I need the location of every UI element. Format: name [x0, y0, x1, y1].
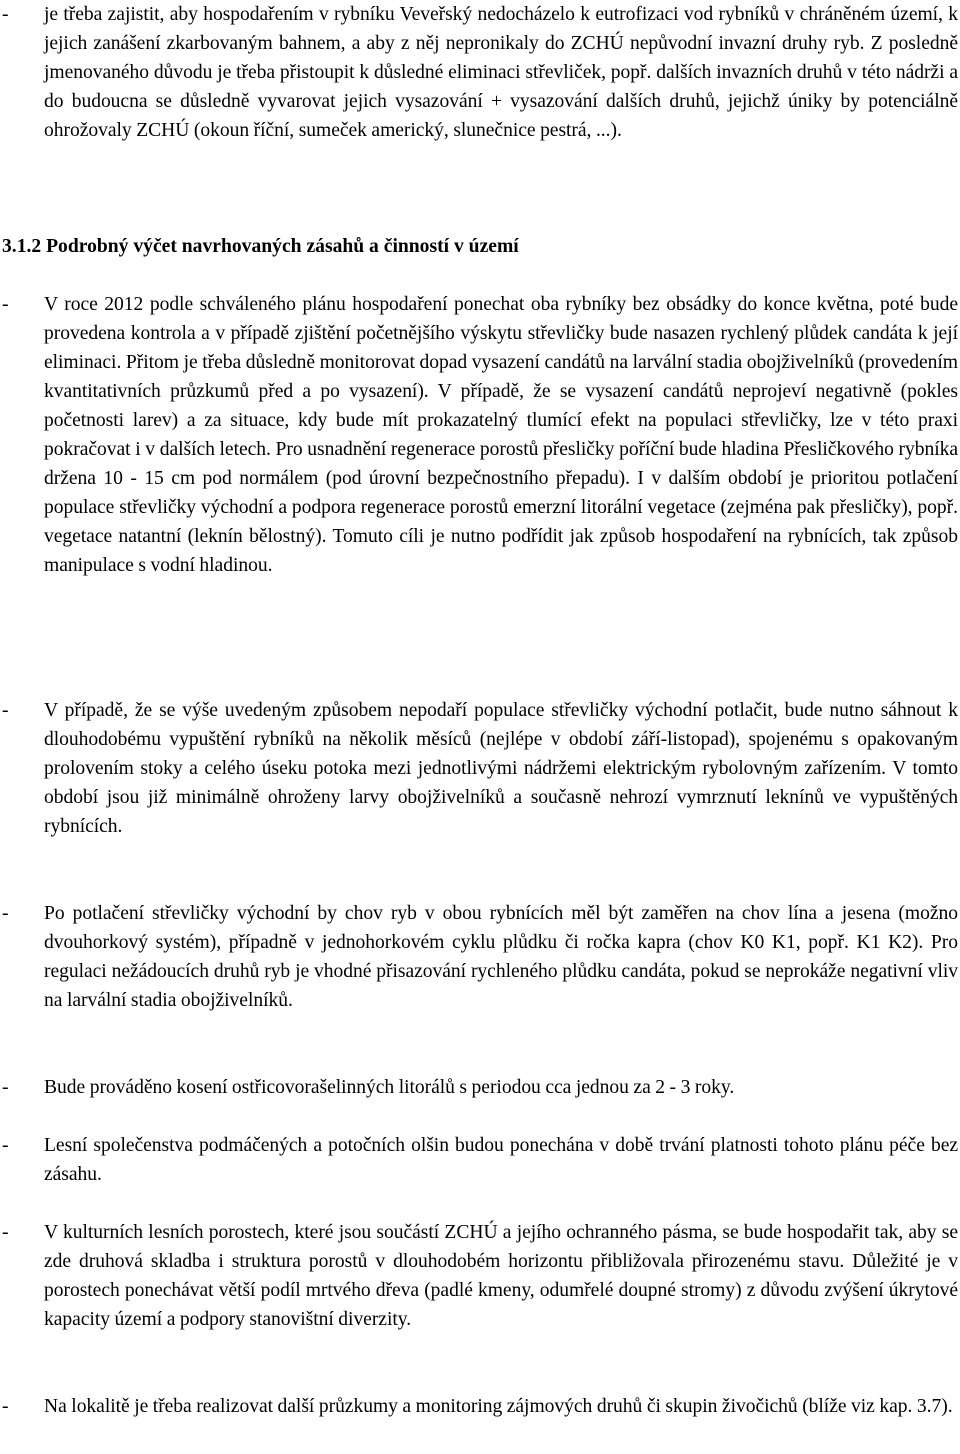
bullet-marker: -: [2, 1135, 9, 1156]
bullet-paragraph-pruzkumy: [0, 1392, 958, 1421]
paragraph-text: V kulturních lesních porostech, které jsou součástí ZCHÚ a jejího ochranného pásma, se bude hospodařit tak, aby se zde druhová skladba i struktura porostů v dlouhodobém horizontu přibližovala přirozenému stavu. Důležité je v porostech ponechávat větší podíl mrtvého dřeva (padlé kmeny, odumřelé doupné stromy) z důvodu zvýšení úkrytové kapacity území a podpory stanovištní diverzity.: [44, 1222, 958, 1330]
bullet-paragraph-koseni: [0, 1073, 958, 1102]
paragraph-text: Po potlačení střevličky východní by chov ryb v obou rybnících měl být zaměřen na chov lína a jesena (možno dvouhorkový systém), případně v jednohorkovém cyklu plůdku či ročka kapra (chov K0 K1, popř. K1 K2). Pro regulaci nežádoucích druhů ryb je vhodné přisazování rychleného plůdku candáta, pokud se neprokáže negativní vliv na larvální stadia obojživelníků.: [44, 903, 958, 1011]
paragraph-text: V roce 2012 podle schváleného plánu hospodaření ponechat oba rybníky bez obsádky do konce května, poté bude provedena kontrola a v případě zjištění početnějšího výskytu střevličky bude nasazen rychlený plůdek candáta k její eliminaci. Přitom je třeba důsledně monitorovat dopad vysazení candátů na larvální stadia obojživelníků (provedením kvantitativních průzkumů před a po vysazení). V případě, že se vysazení candátů neprojeví negativně (pokles početnosti larev) a za situace, kdy bude mít prokazatelný tlumící efekt na populaci střevličky, lze v této praxi pokračovat i v dalších letech. Pro usnadnění regenerace porostů přesličky poříční bude hladina Přesličkového rybníka držena 10 - 15 cm pod normálem (pod úrovní bezpečnostního přepadu). I v dalším období je prioritou potlačení populace střevličky východní a podpora regenerace porostů emerzní litorální vegetace (zejména pak přesličky), popř. vegetace natantní (leknín bělostný). Tomuto cíli je nutno podřídit jak způsob hospodaření na rybnících, tak způsob manipulace s vodní hladinou.: [44, 294, 958, 576]
bullet-marker: -: [2, 294, 9, 315]
bullet-paragraph-chov-ryb: [0, 899, 958, 1015]
paragraph-text: Bude prováděno kosení ostřicovorašelinných litorálů s periodou cca jednou za 2 - 3 roky.: [44, 1077, 735, 1098]
bullet-marker: -: [2, 1077, 9, 1098]
paragraph-text: Na lokalitě je třeba realizovat další průzkumy a monitoring zájmových druhů či skupin živočichů (blíže viz kap. 3.7).: [44, 1396, 953, 1417]
bullet-paragraph-lesni-porosty: [0, 1218, 958, 1334]
paragraph-text: V případě, že se výše uvedeným způsobem nepodaří populace střevličky východní potlačit, bude nutno sáhnout k dlouhodobému vypuštění rybníků na několik měsíců (nejlépe v období září-listopad), spojenému s opakovaným prolovením stoky a celého úseku potoka mezi jednotlivými nádržemi elektrickým rybolovným zařízením. V tomto období jsou již minimálně ohroženy larvy obojživelníků a současně nehrozí vymrznutí leknínů ve vypuštěných rybnících.: [44, 700, 958, 837]
bullet-marker: -: [2, 903, 9, 924]
paragraph-text: je třeba zajistit, aby hospodařením v rybníku Veveřský nedocházelo k eutrofizaci vod rybníků v chráněném území, k jejich zanášení zkarbovaným bahnem, a aby z něj nepronikaly do ZCHÚ nepůvodní invazní druhy ryb. Z posledně jmenovaného důvodu je třeba přistoupit k důsledné eliminaci střevliček, popř. dalších invazních druhů v této nádrži a do budoucna se důsledně vyvarovat jejich vysazování + vysazování dalších druhů, jejichž úniky by potenciálně ohrožovaly ZCHÚ (okoun říční, sumeček americký, slunečnice pestrá, ...).: [44, 4, 958, 141]
section-heading: 3.1.2 Podrobný výčet navrhovaných zásahů a činností v území: [2, 236, 519, 257]
paragraph-text: Lesní společenstva podmáčených a potočních olšin budou ponechána v době trvání platnosti tohoto plánu péče bez zásahu.: [44, 1135, 958, 1185]
bullet-marker: -: [2, 1396, 9, 1417]
bullet-marker: -: [2, 1222, 9, 1243]
bullet-paragraph-eutrofizace: [0, 0, 958, 145]
bullet-paragraph-vypusteni: [0, 696, 958, 841]
bullet-marker: -: [2, 700, 9, 721]
bullet-paragraph-rok-2012: [0, 290, 958, 580]
bullet-paragraph-olsiny: [0, 1131, 958, 1189]
bullet-marker: -: [2, 4, 9, 25]
